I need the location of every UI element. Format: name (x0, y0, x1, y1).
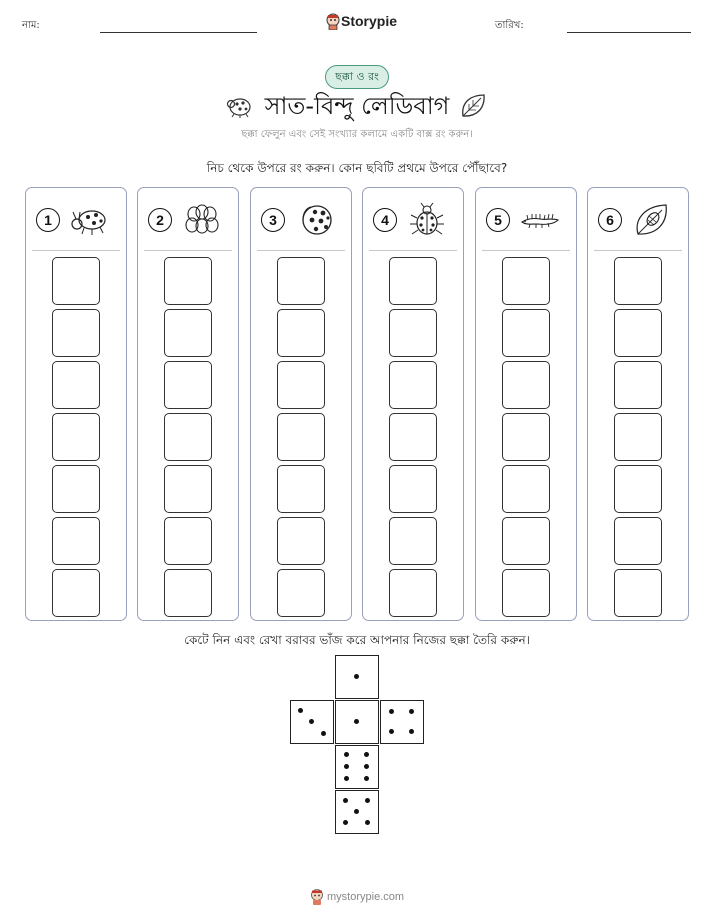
category-tag: ছক্কা ও রং (325, 65, 389, 89)
color-box[interactable] (614, 517, 662, 565)
column-number: 2 (148, 208, 172, 232)
color-box[interactable] (164, 309, 212, 357)
color-box[interactable] (389, 517, 437, 565)
color-box[interactable] (389, 465, 437, 513)
color-box[interactable] (389, 413, 437, 461)
column-number: 3 (261, 208, 285, 232)
color-box[interactable] (502, 569, 550, 617)
brand-name: Storypie (341, 13, 398, 29)
color-box[interactable] (52, 361, 100, 409)
color-box[interactable] (614, 309, 662, 357)
ladybug-walking-icon (70, 202, 110, 238)
page-title: সাত-বিন্দু লেডিবাগ (264, 92, 450, 120)
name-line[interactable] (100, 32, 257, 33)
color-box[interactable] (277, 361, 325, 409)
column-5 (475, 187, 577, 621)
column-number: 4 (373, 208, 397, 232)
color-box[interactable] (52, 517, 100, 565)
die-face-5 (335, 790, 379, 834)
storypie-mascot-icon (326, 13, 340, 30)
color-box[interactable] (502, 413, 550, 461)
color-box[interactable] (389, 257, 437, 305)
spotted-ladybug-shell-icon (295, 202, 335, 238)
date-label: তারিখ: (495, 20, 524, 31)
die-net (290, 655, 425, 835)
page-subtitle: ছক্কা ফেলুন এবং সেই সংখ্যার কলামে একটি বাক্স রং করুন। (241, 129, 473, 140)
color-box[interactable] (277, 465, 325, 513)
column-number: 5 (486, 208, 510, 232)
color-box[interactable] (52, 413, 100, 461)
column-3 (250, 187, 352, 621)
footer-url[interactable]: mystorypie.com (327, 890, 405, 903)
ladybug-top-view-icon (407, 202, 447, 238)
color-box[interactable] (52, 257, 100, 305)
color-box[interactable] (164, 257, 212, 305)
color-box[interactable] (164, 569, 212, 617)
column-6 (587, 187, 689, 621)
pupa-on-leaf-icon (632, 202, 672, 238)
name-label: নাম: (22, 20, 40, 31)
footer (0, 889, 714, 905)
color-box[interactable] (502, 361, 550, 409)
die-face-1-center (335, 700, 379, 744)
column-2 (137, 187, 239, 621)
storypie-mascot-icon (310, 889, 324, 905)
brand-logo (326, 13, 396, 31)
color-box[interactable] (277, 413, 325, 461)
color-box[interactable] (614, 413, 662, 461)
color-box[interactable] (502, 465, 550, 513)
color-box[interactable] (502, 309, 550, 357)
leaf-title-icon (459, 92, 487, 120)
date-line[interactable] (567, 32, 691, 33)
column-number: 6 (598, 208, 622, 232)
color-box[interactable] (277, 309, 325, 357)
color-box[interactable] (52, 309, 100, 357)
larva-icon (520, 202, 560, 238)
color-box[interactable] (164, 413, 212, 461)
die-face-1 (335, 655, 379, 699)
color-box[interactable] (277, 569, 325, 617)
color-box[interactable] (502, 257, 550, 305)
column-4 (362, 187, 464, 621)
color-box[interactable] (389, 309, 437, 357)
color-box[interactable] (614, 569, 662, 617)
cut-instruction: কেটে নিন এবং রেখা বরাবর ভাঁজ করে আপনার নিজের ছক্কা তৈরি করুন। (184, 633, 530, 647)
color-box[interactable] (277, 517, 325, 565)
color-instruction: নিচ থেকে উপরে রং করুন। কোন ছবিটি প্রথমে উপরে পৌঁছাবে? (206, 161, 508, 175)
die-face-4 (380, 700, 424, 744)
color-box[interactable] (164, 361, 212, 409)
color-box[interactable] (277, 257, 325, 305)
color-box[interactable] (164, 465, 212, 513)
eggs-icon (182, 202, 222, 238)
die-face-3 (290, 700, 334, 744)
color-box[interactable] (502, 517, 550, 565)
die-face-6 (335, 745, 379, 789)
color-box[interactable] (614, 465, 662, 513)
color-box[interactable] (389, 361, 437, 409)
color-box[interactable] (52, 465, 100, 513)
color-box[interactable] (389, 569, 437, 617)
color-box[interactable] (52, 569, 100, 617)
color-box[interactable] (164, 517, 212, 565)
color-box[interactable] (614, 257, 662, 305)
column-number: 1 (36, 208, 60, 232)
column-1 (25, 187, 127, 621)
color-box[interactable] (614, 361, 662, 409)
